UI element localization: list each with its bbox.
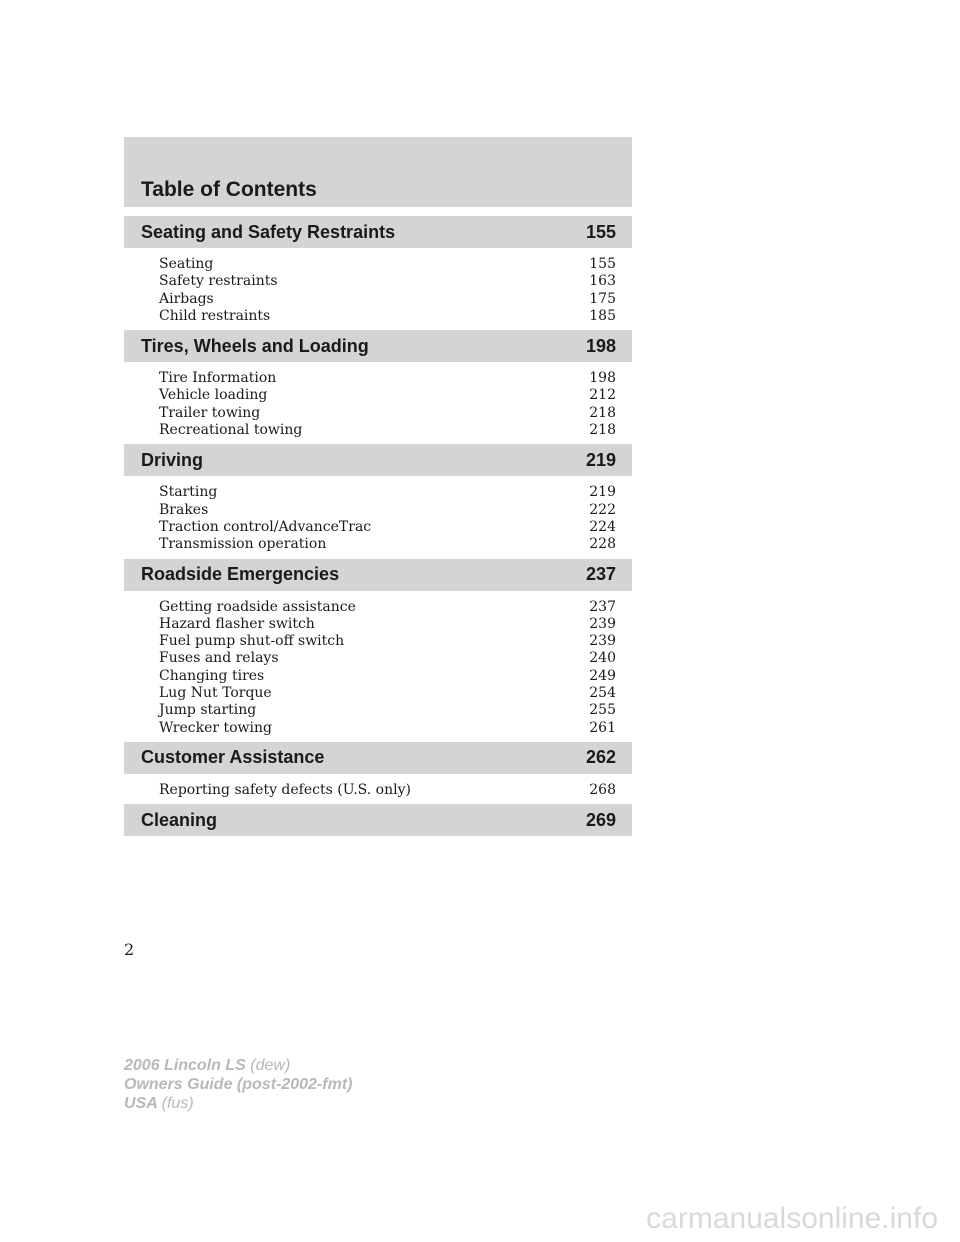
page-title: Table of Contents (141, 178, 317, 201)
toc-entry[interactable] (159, 519, 616, 536)
entry-label: Hazard flasher switch (159, 615, 315, 632)
toc-entry[interactable] (159, 782, 616, 799)
toc-entry[interactable] (159, 405, 616, 422)
toc-entry[interactable] (159, 422, 616, 439)
entry-label: Seating (159, 256, 214, 272)
entry-page: 261 (589, 719, 616, 736)
entry-label: Fuel pump shut-off switch (159, 633, 345, 650)
entry-page: 239 (589, 615, 616, 632)
section-heading[interactable] (124, 804, 632, 836)
footer-model: 2006 Lincoln LS (124, 1057, 246, 1074)
entry-label: Lug Nut Torque (159, 685, 272, 702)
entry-label: Vehicle loading (159, 387, 268, 404)
entry-label: Wrecker towing (159, 719, 272, 736)
entry-label: Recreational towing (159, 422, 303, 439)
entry-label: Child restraints (159, 307, 271, 324)
entry-page: 155 (589, 256, 616, 272)
footer-line-model (124, 1056, 352, 1075)
section-page: 262 (585, 747, 616, 768)
document-footer (124, 1056, 352, 1113)
entry-page: 198 (589, 370, 616, 387)
toc-entry[interactable] (159, 256, 616, 273)
entry-list (124, 591, 632, 742)
entry-page: 222 (589, 501, 616, 518)
toc-section (124, 742, 632, 804)
toc-entry[interactable] (159, 291, 616, 308)
entry-page: 228 (589, 536, 616, 553)
toc-section (124, 216, 632, 330)
section-title: Cleaning (141, 809, 218, 830)
page-number: 2 (124, 940, 135, 959)
entry-page: 239 (589, 633, 616, 650)
entry-page: 185 (589, 307, 616, 324)
section-page: 198 (585, 335, 616, 356)
entry-label: Changing tires (159, 667, 265, 684)
entry-label: Brakes (159, 501, 209, 518)
entry-label: Jump starting (159, 702, 257, 719)
entry-list (124, 476, 632, 558)
section-heading[interactable] (124, 742, 632, 774)
section-page: 269 (585, 809, 616, 830)
entry-label: Getting roadside assistance (159, 598, 356, 615)
section-title: Roadside Emergencies (141, 564, 340, 585)
section-page: 237 (585, 564, 616, 585)
entry-label: Reporting safety defects (U.S. only) (159, 781, 411, 798)
entry-list (124, 774, 632, 804)
entry-label: Fuses and relays (159, 650, 279, 667)
toc-entry[interactable] (159, 633, 616, 650)
footer-line-market (124, 1094, 352, 1113)
entry-page: 175 (589, 290, 616, 307)
footer-model-code: (dew) (250, 1057, 291, 1074)
toc-entry[interactable] (159, 484, 616, 501)
toc-entry[interactable] (159, 616, 616, 633)
entry-page: 237 (589, 598, 616, 615)
toc-section (124, 804, 632, 836)
entry-page: 163 (589, 273, 616, 290)
toc-entry[interactable] (159, 599, 616, 616)
entry-list (124, 362, 632, 444)
section-heading[interactable] (124, 330, 632, 362)
section-heading[interactable] (124, 216, 632, 248)
entry-label: Traction control/AdvanceTrac (159, 518, 372, 535)
toc-entry[interactable] (159, 536, 616, 553)
footer-guide: Owners Guide (post-2002-fmt) (124, 1076, 353, 1093)
section-page: 155 (585, 221, 616, 242)
entry-page: 254 (589, 685, 616, 702)
section-title: Seating and Safety Restraints (141, 221, 396, 242)
footer-market-code: (fus) (161, 1095, 194, 1112)
entry-page: 240 (589, 650, 616, 667)
table-of-contents (124, 216, 632, 836)
entry-page: 255 (589, 702, 616, 719)
toc-entry[interactable] (159, 502, 616, 519)
entry-label: Transmission operation (159, 536, 327, 553)
footer-market: USA (124, 1095, 158, 1112)
entry-list (124, 248, 632, 330)
entry-label: Airbags (159, 290, 214, 307)
toc-entry[interactable] (159, 650, 616, 667)
entry-page: 219 (589, 484, 616, 501)
entry-page: 212 (589, 387, 616, 404)
entry-label: Tire Information (159, 370, 277, 387)
entry-label: Trailer towing (159, 404, 261, 421)
toc-entry[interactable] (159, 308, 616, 325)
toc-entry[interactable] (159, 685, 616, 702)
watermark: carmanualsonline.info (646, 1202, 938, 1235)
toc-section (124, 444, 632, 558)
toc-entry[interactable] (159, 720, 616, 737)
entry-label: Starting (159, 484, 218, 501)
section-heading[interactable] (124, 444, 632, 476)
toc-entry[interactable] (159, 702, 616, 719)
toc-entry[interactable] (159, 370, 616, 387)
footer-line-guide (124, 1075, 352, 1094)
entry-label: Safety restraints (159, 273, 278, 290)
toc-entry[interactable] (159, 668, 616, 685)
entry-page: 218 (589, 422, 616, 439)
entry-page: 218 (589, 404, 616, 421)
section-heading[interactable] (124, 559, 632, 591)
toc-section (124, 559, 632, 742)
section-title: Driving (141, 449, 204, 470)
toc-section (124, 330, 632, 444)
entry-page: 268 (589, 781, 616, 798)
toc-entry[interactable] (159, 273, 616, 290)
section-title: Tires, Wheels and Loading (141, 335, 369, 356)
entry-page: 224 (589, 518, 616, 535)
toc-entry[interactable] (159, 387, 616, 404)
entry-page: 249 (589, 667, 616, 684)
section-title: Customer Assistance (141, 747, 325, 768)
section-page: 219 (585, 449, 616, 470)
